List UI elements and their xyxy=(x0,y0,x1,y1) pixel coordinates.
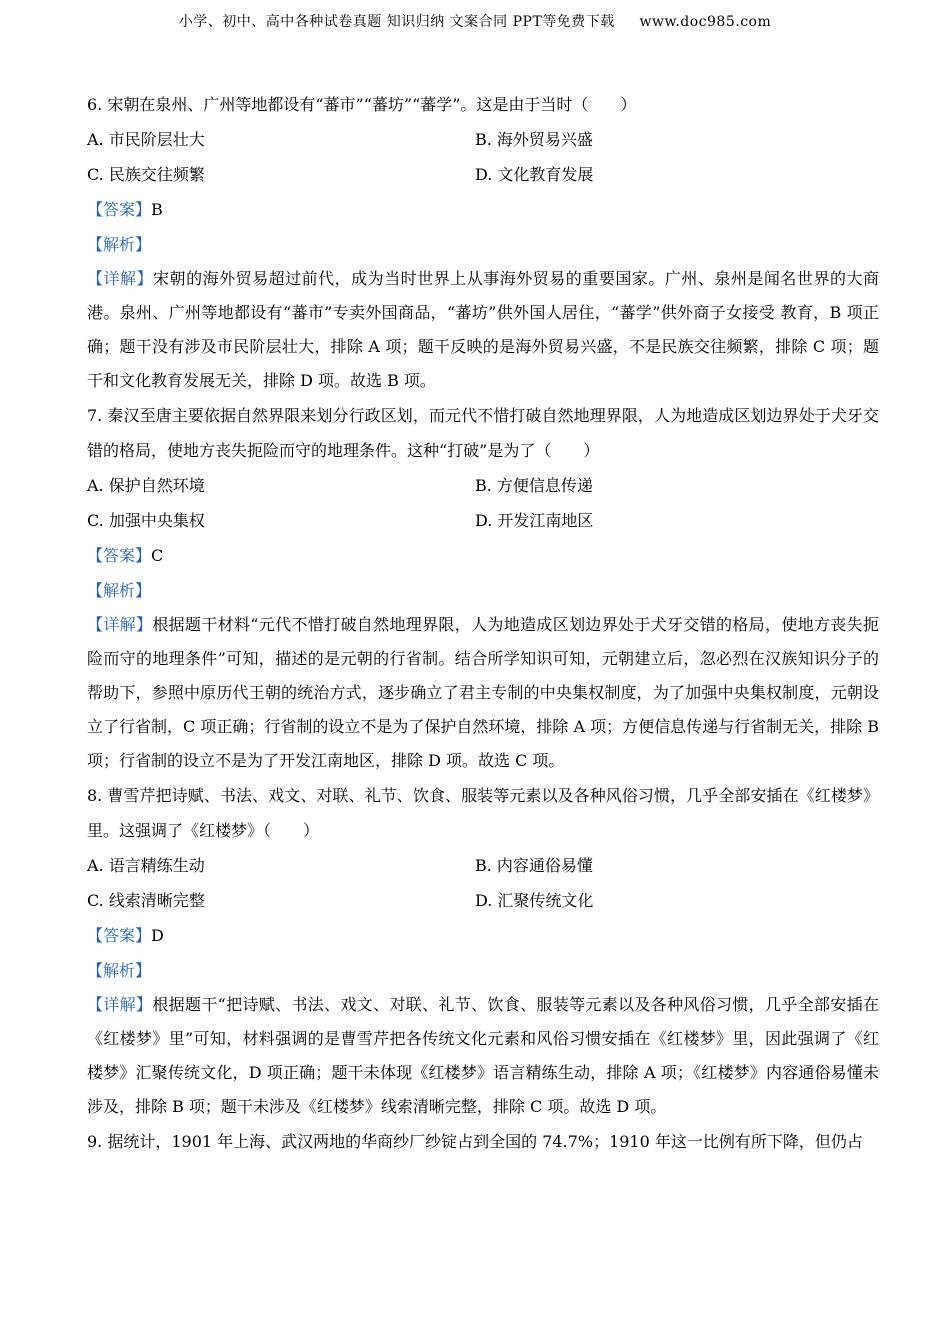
question-stem: 6. 宋朝在泉州、广州等地都设有“蕃市”“蕃坊”“蕃学”。这是由于当时（ ） xyxy=(87,95,637,114)
header-url[interactable]: www.doc985.com xyxy=(639,14,772,30)
detail-paragraph xyxy=(87,262,879,398)
answer-value: C xyxy=(151,546,164,565)
option-c: C. 加强中央集权 xyxy=(87,511,205,530)
question-stem: 8. 曹雪芹把诗赋、书法、戏文、对联、礼节、饮食、服装等元素以及各种风俗习惯，几乎全部安插在《红楼梦》里。这强调了《红楼梦》（ ） xyxy=(87,786,879,840)
option-c: C. 线索清晰完整 xyxy=(87,891,205,910)
detail-label: 【详解】 xyxy=(87,615,153,634)
option-c: C. 民族交往频繁 xyxy=(87,165,205,184)
analysis-line xyxy=(87,953,879,988)
detail-paragraph xyxy=(87,988,879,1124)
option-a: A. 语言精练生动 xyxy=(87,856,205,875)
answer-label: 【答案】 xyxy=(87,546,152,565)
answer-value: D xyxy=(151,926,164,945)
answer-line xyxy=(87,918,879,953)
analysis-label: 【解析】 xyxy=(87,581,152,600)
detail-text: 宋朝的海外贸易超过前代，成为当时世界上从事海外贸易的重要国家。广州、泉州是闻名世界的大商港。泉州、广州等地都设有“蕃市”专卖外国商品，“蕃坊”供外国人居住，“蕃学”供外商子女接受 教育，B 项正确；题干没有涉及市民阶层壮大，排除 A 项；题干反映的是海外贸易兴盛，不是民族交往频繁，排除 C 项；题干和文化教育发展无关，排除 D 项。故选 B 项。 xyxy=(87,269,879,390)
detail-text: 根据题干“把诗赋、书法、戏文、对联、礼节、饮食、服装等元素以及各种风俗习惯，几乎全部安插在《红楼梦》里”可知，材料强调的是曹雪芹把各传统文化元素和风俗习惯安插在《红楼梦》里，因此强调了《红楼梦》汇聚传统文化，D 项正确；题干未体现《红楼梦》语言精练生动，排除 A 项；《红楼梦》内容通俗易懂未涉及，排除 B 项；题干未涉及《红楼梦》线索清晰完整，排除 C 项。故选 D 项。 xyxy=(87,995,879,1116)
option-d: D. 汇聚传统文化 xyxy=(475,891,594,910)
answer-label: 【答案】 xyxy=(87,926,152,945)
answer-line xyxy=(87,538,879,573)
detail-text: 根据题干材料“元代不惜打破自然地理界限，人为地造成区划边界处于犬牙交错的格局，使地方丧失扼险而守的地理条件”可知，描述的是元朝的行省制。结合所学知识可知，元朝建立后，忽必烈在汉族知识分子的帮助下，参照中原历代王朝的统治方式，逐步确立了君主专制的中央集权制度，为了加强中央集权制度，元朝设立了行省制，C 项正确；行省制的设立不是为了保护自然环境，排除 A 项；方便信息传递与行省制无关，排除 B 项；行省制的设立不是为了开发江南地区，排除 D 项。故选 C 项。 xyxy=(87,615,879,770)
detail-paragraph xyxy=(87,608,879,778)
question-6 xyxy=(87,87,879,398)
answer-line xyxy=(87,192,879,227)
question-stem: 9. 据统计，1901 年上海、武汉两地的华商纱厂纱锭占到全国的 74.7%；1910 年这一比例有所下降，但仍占 xyxy=(87,1132,863,1151)
header-text: 小学、初中、高中各种试卷真题 知识归纳 文案合同 PPT等免费下载 xyxy=(178,14,615,30)
question-8 xyxy=(87,778,879,1124)
analysis-label: 【解析】 xyxy=(87,961,152,980)
option-b: B. 方便信息传递 xyxy=(475,476,593,495)
document-body xyxy=(87,87,879,1159)
option-d: D. 开发江南地区 xyxy=(475,511,594,530)
analysis-line xyxy=(87,227,879,262)
question-9 xyxy=(87,1124,879,1159)
option-a: A. 市民阶层壮大 xyxy=(87,130,205,149)
option-d: D. 文化教育发展 xyxy=(475,165,594,184)
analysis-label: 【解析】 xyxy=(87,235,152,254)
question-7 xyxy=(87,398,879,778)
answer-label: 【答案】 xyxy=(87,200,152,219)
option-b: B. 内容通俗易懂 xyxy=(475,856,593,875)
option-b: B. 海外贸易兴盛 xyxy=(475,130,593,149)
answer-value: B xyxy=(151,200,163,219)
detail-label: 【详解】 xyxy=(87,269,154,288)
option-a: A. 保护自然环境 xyxy=(87,476,205,495)
question-stem: 7. 秦汉至唐主要依据自然界限来划分行政区划，而元代不惜打破自然地理界限，人为地造成区划边界处于犬牙交错的格局，使地方丧失扼险而守的地理条件。这种“打破”是为了（ ） xyxy=(87,406,879,460)
detail-label: 【详解】 xyxy=(87,995,153,1014)
analysis-line xyxy=(87,573,879,608)
page-header xyxy=(0,11,950,31)
